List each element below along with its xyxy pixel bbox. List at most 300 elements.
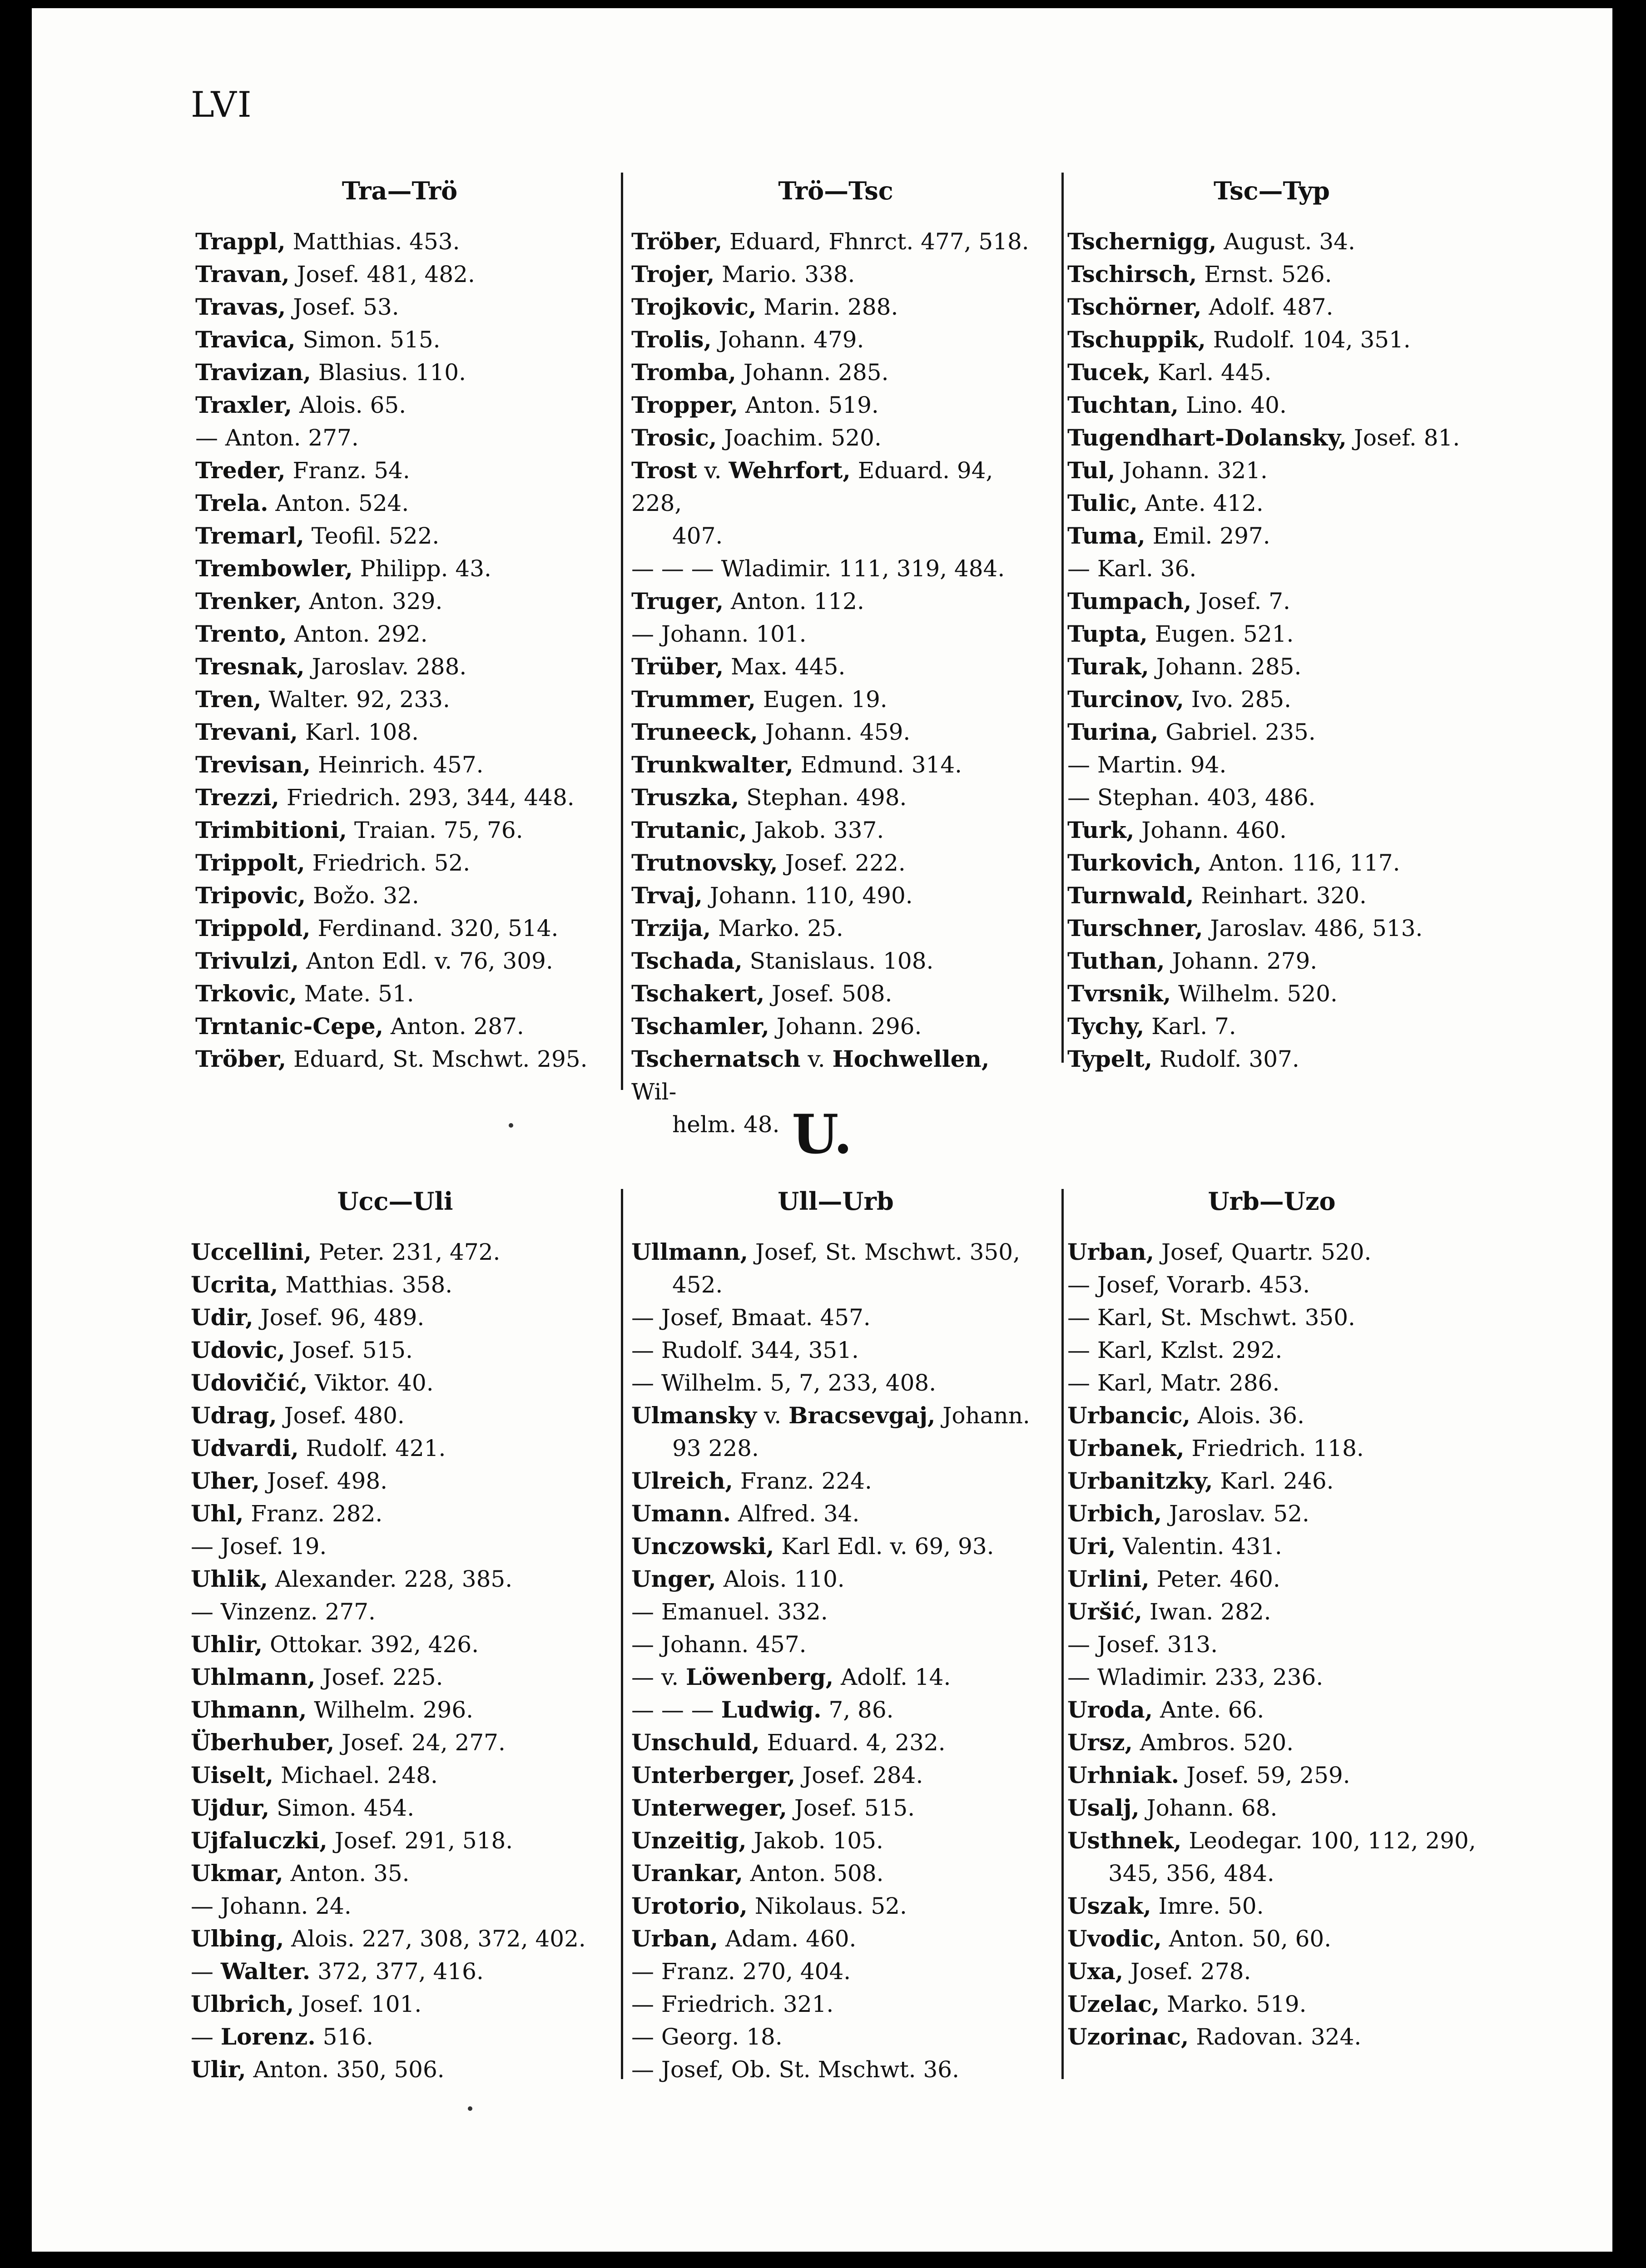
entry-name: Tschakert, <box>631 980 765 1007</box>
entry-details: — Johann. 101. <box>631 621 807 647</box>
entry-name: Ulreich, <box>631 1467 733 1494</box>
entry-name: Usalj, <box>1067 1794 1140 1821</box>
index-entry <box>631 225 1040 258</box>
index-entry <box>1067 879 1476 912</box>
entry-details: Josef. 24, 277. <box>334 1729 506 1756</box>
entry-name: Turak, <box>1067 653 1149 680</box>
index-entry <box>1067 1726 1476 1759</box>
entry-name: Tychy, <box>1067 1013 1145 1040</box>
index-entry <box>631 618 1040 650</box>
index-entry <box>631 977 1040 1010</box>
entry-details: Anton. 50, 60. <box>1161 1926 1332 1952</box>
index-entry <box>191 1530 600 1563</box>
entry-details: Peter. 460. <box>1149 1566 1280 1592</box>
entry-name: Tren, <box>195 686 262 713</box>
index-entry <box>1067 1043 1476 1075</box>
entry-details: Johann. 279. <box>1165 948 1318 974</box>
index-entry <box>195 323 604 356</box>
entry-details: — Karl, Kzlst. 292. <box>1067 1337 1283 1363</box>
entry-name: Uzelac, <box>1067 1991 1160 2017</box>
index-entry <box>1067 1890 1476 1922</box>
index-entry <box>1067 1694 1476 1726</box>
entry-details: Nikolaus. 52. <box>747 1893 907 1919</box>
entry-details: Rudolf. 307. <box>1152 1046 1299 1072</box>
entry-name: Udir, <box>191 1304 253 1331</box>
column-ull-urb <box>631 1187 1040 2086</box>
entry-details: v. <box>697 457 729 484</box>
index-entry <box>191 2020 600 2053</box>
index-entry <box>631 1497 1040 1530</box>
entry-details: Mate. 51. <box>297 980 414 1007</box>
entry-details: — Josef, Ob. St. Mschwt. 36. <box>631 2056 959 2083</box>
entry-details: Mario. 338. <box>714 261 855 287</box>
entry-name: Turcinov, <box>1067 686 1184 713</box>
entry-name: Trkovic, <box>195 980 297 1007</box>
index-entry <box>195 683 604 716</box>
entry-name: Uszak, <box>1067 1892 1151 1919</box>
entry-details: Karl. 108. <box>297 719 419 745</box>
entry-details: Josef. 222. <box>778 850 906 876</box>
entry-name: Urlini, <box>1067 1565 1150 1592</box>
index-entry <box>1067 1497 1476 1530</box>
entry-details: Karl. 445. <box>1150 359 1272 386</box>
index-entry <box>631 1043 1040 1108</box>
entry-name: Ulbrich, <box>191 1991 294 2017</box>
column-header: Urb—Uzo <box>1208 1187 1336 1216</box>
entry-details: — — — <box>631 1697 721 1723</box>
entry-name: Travas, <box>195 293 286 320</box>
index-entry <box>631 1301 1040 1334</box>
entry-details: Josef. 53. <box>286 294 399 320</box>
column-header: Trö—Tsc <box>778 176 893 205</box>
entry-name: Tvrsnik, <box>1067 980 1171 1007</box>
entry-details: Josef. 515. <box>285 1337 413 1363</box>
entry-details: Johann. 285. <box>736 359 889 386</box>
index-entry <box>1067 520 1476 552</box>
entry-details: Johann. 68. <box>1139 1795 1278 1821</box>
entry-details: Jaroslav. 288. <box>304 654 467 680</box>
entry-name: Trolis, <box>631 326 712 353</box>
column-divider <box>621 173 623 1090</box>
index-entry <box>631 1694 1040 1726</box>
index-entry <box>1067 1988 1476 2020</box>
entry-details: Matthias. 358. <box>278 1272 453 1298</box>
entry-name: Trutnovsky, <box>631 849 778 876</box>
index-entry <box>1067 356 1476 389</box>
entry-details: — Johann. 457. <box>631 1631 807 1658</box>
entry-name: Uhlir, <box>191 1631 263 1658</box>
index-entry <box>1067 683 1476 716</box>
entry-details: Josef, St. Mschwt. 350, <box>748 1239 1021 1265</box>
entry-details: Eduard. 4, 232. <box>759 1729 946 1756</box>
entry-list <box>631 225 1040 1141</box>
entry-details: 345, 356, 484. <box>1108 1860 1274 1887</box>
index-entry <box>1067 1301 1476 1334</box>
entry-name: Travica, <box>195 326 296 353</box>
entry-details: 372, 377, 416. <box>310 1958 484 1985</box>
entry-name: Tromba, <box>631 359 736 386</box>
entry-details: Simon. 454. <box>269 1795 415 1821</box>
index-entry <box>195 454 604 487</box>
index-entry <box>195 912 604 945</box>
entry-name: Tschamler, <box>631 1013 769 1040</box>
index-entry <box>191 1922 600 1955</box>
index-entry <box>1067 2020 1476 2053</box>
entry-details: Johann. 296. <box>769 1013 922 1040</box>
entry-details: — Georg. 18. <box>631 2024 783 2050</box>
index-entry <box>1067 781 1476 814</box>
index-entry <box>191 1661 600 1694</box>
index-entry <box>1067 552 1476 585</box>
index-entry <box>1067 1628 1476 1661</box>
index-entry <box>195 421 604 454</box>
entry-name: Uzorinac, <box>1067 2023 1189 2050</box>
index-entry <box>191 1726 600 1759</box>
entry-details: Jakob. 105. <box>746 1827 883 1854</box>
index-entry <box>631 1759 1040 1792</box>
entry-name: Tucek, <box>1067 359 1151 386</box>
entry-details: Alois. 110. <box>716 1566 845 1592</box>
entry-name: Trezzi, <box>195 784 279 811</box>
entry-details: Imre. 50. <box>1151 1893 1264 1919</box>
index-entry <box>195 716 604 748</box>
index-entry <box>631 781 1040 814</box>
entry-details: Johann. 459. <box>758 719 911 745</box>
entry-name: Tul, <box>1067 457 1116 484</box>
entry-details: Johann. 321. <box>1115 457 1268 484</box>
entry-details: — Rudolf. 344, 351. <box>631 1337 859 1363</box>
entry-details: Ivo. 285. <box>1184 686 1292 713</box>
entry-name: Urankar, <box>631 1860 743 1887</box>
entry-name: Udrag, <box>191 1402 277 1429</box>
entry-details: Johann. 110, 490. <box>702 882 913 909</box>
entry-name: Bracsevgaj, <box>788 1402 936 1429</box>
entry-name: Trembowler, <box>195 555 353 582</box>
index-entry <box>1067 585 1476 618</box>
entry-details: Josef. 481, 482. <box>289 261 475 287</box>
entry-details: Josef. 515. <box>787 1795 915 1821</box>
index-entry <box>1067 1857 1476 1890</box>
index-entry <box>1067 1399 1476 1432</box>
entry-details: Joachim. 520. <box>717 425 882 451</box>
entry-name: Trela. <box>195 490 268 516</box>
entry-name: Tschernigg, <box>1067 228 1217 255</box>
entry-details: Eugen. 521. <box>1147 621 1294 647</box>
index-entry <box>191 1268 600 1301</box>
entry-details: Anton. 116, 117. <box>1201 850 1400 876</box>
index-entry <box>1067 1268 1476 1301</box>
entry-details: Ambros. 520. <box>1132 1729 1294 1756</box>
column-divider <box>621 1189 623 2079</box>
entry-details: Stanislaus. 108. <box>742 948 934 974</box>
entry-details: helm. 48. <box>672 1111 780 1138</box>
entry-details: Josef. 498. <box>259 1468 388 1494</box>
entry-details: Anton. 329. <box>302 588 443 614</box>
entry-details: Eugen. 19. <box>756 686 887 713</box>
entry-details: Josef. 278. <box>1123 1958 1251 1985</box>
index-entry <box>1067 1465 1476 1497</box>
index-entry <box>631 2053 1040 2086</box>
index-entry <box>631 1399 1040 1432</box>
entry-name: Unzeitig, <box>631 1827 747 1854</box>
entry-details: — Wilhelm. 5, 7, 233, 408. <box>631 1370 937 1396</box>
entry-name: Turkovich, <box>1067 849 1202 876</box>
entry-name: Unschuld, <box>631 1729 760 1756</box>
section-letter: U. <box>792 1103 853 1166</box>
entry-details: Alfred. 34. <box>731 1500 860 1527</box>
entry-details: Anton. 519. <box>738 392 879 418</box>
entry-name: Unterweger, <box>631 1794 787 1821</box>
index-entry <box>1067 421 1476 454</box>
entry-name: Uher, <box>191 1467 260 1494</box>
entry-name: Tripovic, <box>195 882 306 909</box>
index-entry <box>631 1988 1040 2020</box>
entry-details: Josef, Quartr. 520. <box>1154 1239 1372 1265</box>
entry-details: — <box>191 1958 221 1985</box>
entry-name: Tschuppik, <box>1067 326 1206 353</box>
index-entry <box>191 1857 600 1890</box>
entry-details: Anton. 287. <box>383 1013 524 1040</box>
entry-details: Reinhart. 320. <box>1194 882 1367 909</box>
index-entry <box>191 1465 600 1497</box>
column-header: Tra—Trö <box>342 176 458 205</box>
entry-name: Truger, <box>631 588 724 614</box>
index-entry <box>631 1236 1040 1268</box>
entry-details: Anton Edl. v. 76, 309. <box>299 948 553 974</box>
column-tsc-typ <box>1067 176 1476 1075</box>
entry-details: Josef. 96, 489. <box>253 1304 425 1331</box>
entry-name: Udvardi, <box>191 1435 299 1461</box>
entry-details: Anton. 35. <box>283 1860 410 1887</box>
index-entry <box>191 1988 600 2020</box>
entry-name: Ulir, <box>191 2056 246 2083</box>
entry-details: Josef. 284. <box>795 1762 923 1788</box>
index-entry <box>1067 258 1476 291</box>
column-header: Tsc—Typ <box>1214 176 1330 205</box>
index-entry <box>631 879 1040 912</box>
entry-details: Karl. 7. <box>1144 1013 1236 1040</box>
entry-details: — <box>191 2024 221 2050</box>
entry-details: Jakob. 337. <box>747 817 884 843</box>
index-entry <box>195 1043 604 1075</box>
entry-details: Ottokar. 392, 426. <box>263 1631 479 1658</box>
entry-details: Josef. 508. <box>764 980 892 1007</box>
index-entry <box>1067 1759 1476 1792</box>
entry-name: Tröber, <box>195 1045 287 1072</box>
entry-details: Franz. 224. <box>733 1468 872 1494</box>
entry-name: Travan, <box>195 261 290 287</box>
entry-name: Ujdur, <box>191 1794 270 1821</box>
entry-details: Josef. 291, 518. <box>327 1827 513 1854</box>
entry-details: Wilhelm. 296. <box>307 1697 474 1723</box>
index-entry <box>195 258 604 291</box>
entry-details: — Wladimir. 233, 236. <box>1067 1664 1324 1690</box>
entry-details: Leodegar. 100, 112, 290, <box>1181 1827 1476 1854</box>
index-entry <box>631 1726 1040 1759</box>
entry-list <box>195 225 604 1075</box>
entry-name: Umann. <box>631 1500 731 1527</box>
page-number: LVI <box>191 84 253 125</box>
entry-name: Unczowski, <box>631 1533 774 1560</box>
index-entry <box>195 291 604 323</box>
entry-details: Iwan. 282. <box>1142 1599 1271 1625</box>
entry-details: Max. 445. <box>724 654 846 680</box>
entry-name: Uvodic, <box>1067 1925 1162 1952</box>
entry-details: Rudolf. 104, 351. <box>1205 327 1411 353</box>
entry-name: Treder, <box>195 457 286 484</box>
entry-name: Ujfaluczki, <box>191 1827 327 1854</box>
index-entry <box>195 945 604 977</box>
index-entry <box>191 1628 600 1661</box>
entry-name: Urbancic, <box>1067 1402 1190 1429</box>
index-entry <box>195 389 604 421</box>
entry-details: Adolf. 487. <box>1201 294 1334 320</box>
index-entry <box>631 650 1040 683</box>
index-entry <box>631 1530 1040 1563</box>
entry-details: Friedrich. 52. <box>305 850 471 876</box>
index-entry <box>1067 977 1476 1010</box>
entry-name: Trippolt, <box>195 849 305 876</box>
entry-list <box>1067 225 1476 1075</box>
entry-details: 407. <box>672 523 723 549</box>
entry-name: Trivulzi, <box>195 947 299 974</box>
index-entry <box>631 945 1040 977</box>
entry-name: Urhniak. <box>1067 1762 1180 1788</box>
entry-name: Walter. <box>220 1958 311 1985</box>
entry-name: Turnwald, <box>1067 882 1194 909</box>
index-entry <box>1067 487 1476 520</box>
index-entry <box>195 1010 604 1043</box>
index-entry <box>631 1563 1040 1595</box>
index-entry <box>631 454 1040 520</box>
index-entry <box>631 356 1040 389</box>
column-ucc-uli <box>191 1187 600 2086</box>
entry-name: Wehrfort, <box>729 457 851 484</box>
entry-details: Johann. <box>935 1402 1030 1429</box>
entry-name: Uhlik, <box>191 1565 268 1592</box>
entry-name: Uccellini, <box>191 1238 312 1265</box>
entry-name: Trüber, <box>631 653 724 680</box>
entry-details: — Josef, Vorarb. 453. <box>1067 1272 1310 1298</box>
index-entry <box>195 879 604 912</box>
index-entry <box>631 2020 1040 2053</box>
index-entry <box>1067 454 1476 487</box>
entry-details: Josef. 101. <box>294 1991 422 2017</box>
entry-details: — Karl, St. Mschwt. 350. <box>1067 1304 1355 1331</box>
entry-details: Philipp. 43. <box>352 555 491 582</box>
index-entry <box>1067 389 1476 421</box>
index-entry <box>195 225 604 258</box>
entry-name: Uiselt, <box>191 1762 274 1788</box>
index-entry <box>631 520 1040 552</box>
entry-name: Urotorio, <box>631 1892 748 1919</box>
index-entry <box>1067 1661 1476 1694</box>
entry-name: Tröber, <box>631 228 723 255</box>
entry-details: Josef. 7. <box>1191 588 1290 614</box>
entry-list <box>631 1236 1040 2086</box>
entry-details: Ernst. 526. <box>1197 261 1332 287</box>
entry-name: Tremarl, <box>195 522 304 549</box>
entry-details: Josef. 81. <box>1346 425 1460 451</box>
index-entry <box>1067 1792 1476 1824</box>
entry-name: Tschernatsch <box>631 1045 801 1072</box>
entry-name: Udovičić, <box>191 1369 308 1396</box>
entry-name: Trojkovic, <box>631 293 757 320</box>
entry-name: Hochwellen, <box>832 1045 990 1072</box>
index-entry <box>191 2053 600 2086</box>
index-entry <box>191 1792 600 1824</box>
entry-details: — Karl. 36. <box>1067 555 1197 582</box>
entry-details: Wil- <box>631 1079 677 1105</box>
entry-details: Eduard. 94, 228, <box>631 457 993 516</box>
entry-name: Tropper, <box>631 391 739 418</box>
index-entry <box>195 977 604 1010</box>
index-entry <box>631 1824 1040 1857</box>
entry-details: Anton. 508. <box>743 1860 884 1887</box>
entry-details: Ferdinand. 320, 514. <box>310 915 559 941</box>
index-entry <box>1067 1334 1476 1367</box>
entry-name: Tresnak, <box>195 653 305 680</box>
entry-name: Tugendhart-Dolansky, <box>1067 424 1347 451</box>
entry-details: — Josef. 19. <box>191 1533 327 1560</box>
entry-details: Edmund. 314. <box>793 752 962 778</box>
index-entry <box>1067 1010 1476 1043</box>
index-entry <box>1067 847 1476 879</box>
entry-name: Usthnek, <box>1067 1827 1182 1854</box>
entry-details: — — — Wladimir. 111, 319, 484. <box>631 555 1005 582</box>
entry-name: Urban, <box>1067 1238 1155 1265</box>
entry-name: Udovic, <box>191 1337 285 1363</box>
entry-name: Trippold, <box>195 915 311 941</box>
index-entry <box>191 1334 600 1367</box>
index-entry <box>631 683 1040 716</box>
entry-name: Uhlmann, <box>191 1664 316 1690</box>
index-entry <box>1067 1236 1476 1268</box>
entry-details: Johann. 285. <box>1149 654 1302 680</box>
index-entry <box>191 1955 600 1988</box>
index-entry <box>631 1595 1040 1628</box>
entry-name: Trento, <box>195 620 287 647</box>
entry-details: Alois. 227, 308, 372, 402. <box>284 1926 586 1952</box>
index-entry <box>631 847 1040 879</box>
index-entry <box>1067 1432 1476 1465</box>
entry-name: Traxler, <box>195 391 293 418</box>
entry-details: Josef. 480. <box>277 1402 405 1429</box>
index-entry <box>195 585 604 618</box>
entry-details: Traian. 75, 76. <box>347 817 523 843</box>
index-entry <box>631 291 1040 323</box>
index-entry <box>191 1759 600 1792</box>
entry-details: Josef. 225. <box>315 1664 443 1690</box>
entry-details: Simon. 515. <box>295 327 441 353</box>
index-entry <box>631 1465 1040 1497</box>
index-entry <box>631 1890 1040 1922</box>
entry-details: Franz. 282. <box>243 1500 383 1527</box>
index-entry <box>631 1268 1040 1301</box>
entry-name: Travizan, <box>195 359 311 386</box>
index-entry <box>631 585 1040 618</box>
entry-name: Löwenberg, <box>686 1664 834 1690</box>
entry-name: Überhuber, <box>191 1729 335 1756</box>
entry-name: Tschirsch, <box>1067 261 1197 287</box>
index-entry <box>195 748 604 781</box>
entry-name: Ulbing, <box>191 1925 284 1952</box>
entry-name: Trvaj, <box>631 882 703 909</box>
column-urb-uzo <box>1067 1187 1476 2053</box>
entry-name: Ursz, <box>1067 1729 1133 1756</box>
index-entry <box>191 1236 600 1268</box>
entry-name: Uhl, <box>191 1500 244 1527</box>
